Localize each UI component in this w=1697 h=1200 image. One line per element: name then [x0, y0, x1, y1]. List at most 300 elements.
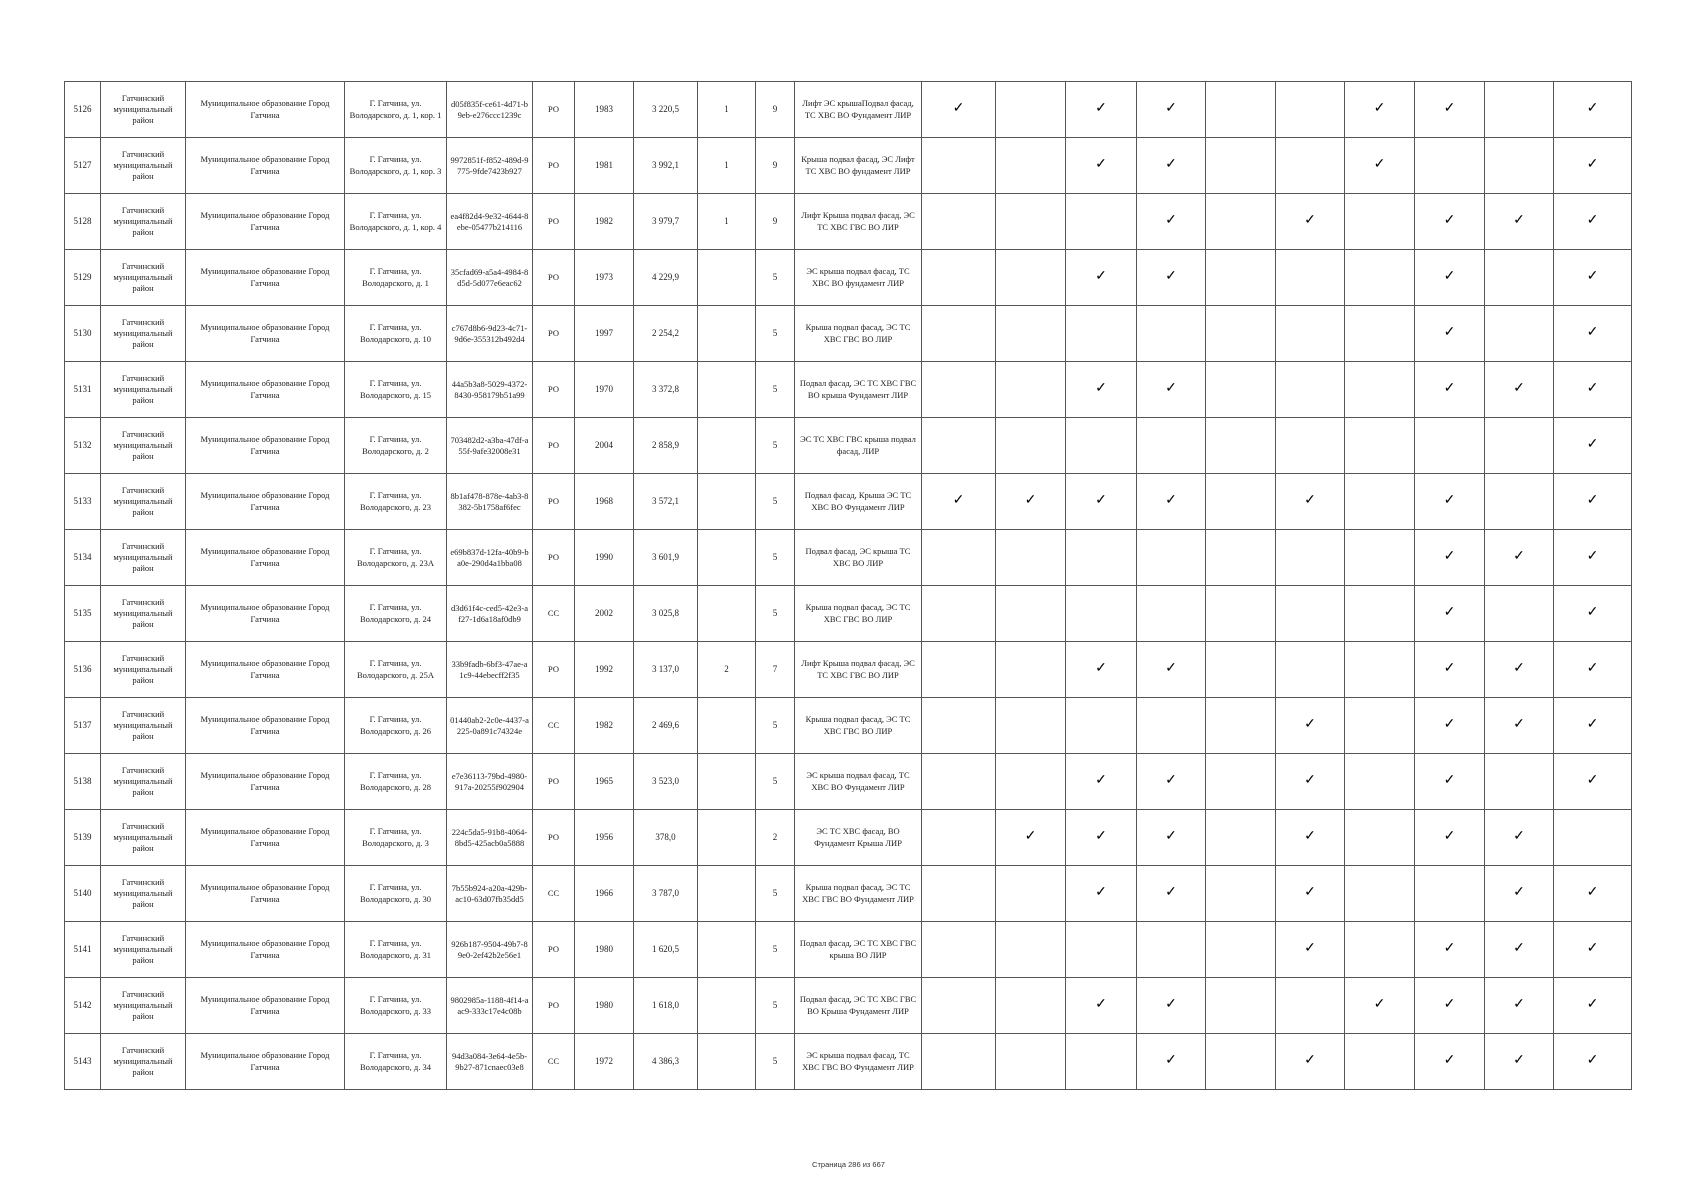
house-guid: 9972851f-f852-489d-9775-9fde7423b927 — [447, 138, 533, 194]
build-year: 1970 — [575, 362, 634, 418]
municipality-name: Муниципальное образование Город Гатчина — [186, 866, 345, 922]
work-cell-8 — [1415, 642, 1485, 698]
work-cell-8 — [1415, 306, 1485, 362]
fund-type: СС — [533, 866, 575, 922]
municipality-name: Муниципальное образование Город Гатчина — [186, 698, 345, 754]
check-mark-icon: ✓ — [1443, 549, 1456, 565]
work-cell-2 — [996, 250, 1066, 306]
work-cell-10 — [1554, 754, 1632, 810]
district-name: Гатчинский муниципальный район — [101, 866, 186, 922]
work-cell-5 — [1206, 922, 1276, 978]
work-cell-9 — [1485, 978, 1554, 1034]
work-cell-7 — [1345, 978, 1415, 1034]
work-cell-7 — [1345, 698, 1415, 754]
check-mark-icon: ✓ — [1165, 213, 1177, 229]
work-cell-8 — [1415, 754, 1485, 810]
work-cell-9 — [1485, 362, 1554, 418]
total-area: 3 787,0 — [634, 866, 698, 922]
fund-type: СС — [533, 586, 575, 642]
work-cell-9 — [1485, 418, 1554, 474]
total-area: 3 992,1 — [634, 138, 698, 194]
check-mark-icon: ✓ — [1443, 493, 1456, 509]
work-cell-5 — [1206, 1034, 1276, 1090]
work-cell-7 — [1345, 642, 1415, 698]
work-cell-10 — [1554, 586, 1632, 642]
work-cell-5 — [1206, 978, 1276, 1034]
fund-type: РО — [533, 194, 575, 250]
work-cell-7 — [1345, 138, 1415, 194]
entrances-count — [698, 474, 756, 530]
floors-count: 2 — [756, 810, 795, 866]
work-cell-1 — [922, 698, 996, 754]
district-name: Гатчинский муниципальный район — [101, 698, 186, 754]
work-cell-6 — [1276, 138, 1345, 194]
works-list: Подвал фасад, ЭС ТС ХВС ГВС ВО Крыша Фундамент ЛИР — [795, 978, 922, 1034]
check-mark-icon: ✓ — [1165, 493, 1177, 509]
check-mark-icon: ✓ — [1513, 661, 1525, 677]
work-cell-10 — [1554, 306, 1632, 362]
entrances-count: 1 — [698, 194, 756, 250]
work-cell-2 — [996, 698, 1066, 754]
municipality-name: Муниципальное образование Город Гатчина — [186, 474, 345, 530]
work-cell-2 — [996, 922, 1066, 978]
build-year: 1956 — [575, 810, 634, 866]
fund-type: РО — [533, 642, 575, 698]
works-list: Крыша подвал фасад, ЭС ТС ХВС ГВС ВО ЛИР — [795, 306, 922, 362]
check-mark-icon: ✓ — [1586, 381, 1599, 397]
work-cell-10 — [1554, 138, 1632, 194]
check-mark-icon: ✓ — [1304, 717, 1316, 733]
total-area: 3 523,0 — [634, 754, 698, 810]
entrances-count — [698, 362, 756, 418]
fund-type: РО — [533, 530, 575, 586]
house-guid: 224c5da5-91b8-4064-8bd5-425acb0a5888 — [447, 810, 533, 866]
work-cell-2 — [996, 1034, 1066, 1090]
work-cell-7 — [1345, 306, 1415, 362]
check-mark-icon: ✓ — [1586, 157, 1599, 173]
row-number: 5134 — [65, 530, 101, 586]
municipality-name: Муниципальное образование Город Гатчина — [186, 586, 345, 642]
check-mark-icon: ✓ — [1304, 213, 1316, 229]
check-mark-icon: ✓ — [1165, 997, 1177, 1013]
check-mark-icon: ✓ — [1443, 269, 1456, 285]
work-cell-10 — [1554, 250, 1632, 306]
check-mark-icon: ✓ — [1304, 1053, 1316, 1069]
row-number: 5128 — [65, 194, 101, 250]
table-row — [65, 922, 1632, 978]
work-cell-1 — [922, 978, 996, 1034]
check-mark-icon: ✓ — [1165, 773, 1177, 789]
table-body — [65, 82, 1632, 1090]
check-mark-icon: ✓ — [1095, 269, 1107, 285]
work-cell-4 — [1137, 922, 1206, 978]
work-cell-6 — [1276, 754, 1345, 810]
work-cell-6 — [1276, 530, 1345, 586]
check-mark-icon: ✓ — [1095, 997, 1107, 1013]
total-area: 3 979,7 — [634, 194, 698, 250]
check-mark-icon: ✓ — [1443, 829, 1456, 845]
work-cell-10 — [1554, 866, 1632, 922]
work-cell-4 — [1137, 306, 1206, 362]
work-cell-8 — [1415, 698, 1485, 754]
work-cell-5 — [1206, 306, 1276, 362]
floors-count: 5 — [756, 418, 795, 474]
work-cell-7 — [1345, 530, 1415, 586]
work-cell-3 — [1066, 586, 1137, 642]
work-cell-4 — [1137, 474, 1206, 530]
work-cell-4 — [1137, 362, 1206, 418]
work-cell-7 — [1345, 586, 1415, 642]
floors-count: 5 — [756, 250, 795, 306]
build-year: 1965 — [575, 754, 634, 810]
check-mark-icon: ✓ — [1165, 885, 1177, 901]
work-cell-1 — [922, 362, 996, 418]
floors-count: 5 — [756, 866, 795, 922]
check-mark-icon: ✓ — [1513, 717, 1525, 733]
work-cell-2 — [996, 418, 1066, 474]
work-cell-3 — [1066, 866, 1137, 922]
work-cell-5 — [1206, 82, 1276, 138]
work-cell-4 — [1137, 866, 1206, 922]
work-cell-6 — [1276, 474, 1345, 530]
work-cell-5 — [1206, 418, 1276, 474]
municipality-name: Муниципальное образование Город Гатчина — [186, 362, 345, 418]
check-mark-icon: ✓ — [952, 493, 965, 509]
work-cell-1 — [922, 1034, 996, 1090]
build-year: 1980 — [575, 978, 634, 1034]
row-number: 5136 — [65, 642, 101, 698]
work-cell-7 — [1345, 754, 1415, 810]
row-number: 5140 — [65, 866, 101, 922]
house-guid: 44a5b3a8-5029-4372-8430-958179b51a99 — [447, 362, 533, 418]
district-name: Гатчинский муниципальный район — [101, 194, 186, 250]
work-cell-3 — [1066, 698, 1137, 754]
district-name: Гатчинский муниципальный район — [101, 1034, 186, 1090]
check-mark-icon: ✓ — [1095, 493, 1107, 509]
house-guid: d3d61f4c-ced5-42e3-af27-1d6a18af0db9 — [447, 586, 533, 642]
table-row — [65, 810, 1632, 866]
table-row — [65, 362, 1632, 418]
check-mark-icon: ✓ — [1586, 605, 1599, 621]
work-cell-7 — [1345, 82, 1415, 138]
work-cell-9 — [1485, 754, 1554, 810]
work-cell-3 — [1066, 250, 1137, 306]
row-number: 5142 — [65, 978, 101, 1034]
work-cell-4 — [1137, 1034, 1206, 1090]
check-mark-icon: ✓ — [1443, 213, 1456, 229]
work-cell-7 — [1345, 362, 1415, 418]
check-mark-icon: ✓ — [1095, 773, 1107, 789]
check-mark-icon: ✓ — [1586, 213, 1599, 229]
work-cell-10 — [1554, 1034, 1632, 1090]
fund-type: РО — [533, 922, 575, 978]
work-cell-10 — [1554, 642, 1632, 698]
table-row — [65, 418, 1632, 474]
work-cell-5 — [1206, 474, 1276, 530]
row-number: 5129 — [65, 250, 101, 306]
work-cell-10 — [1554, 698, 1632, 754]
work-cell-1 — [922, 194, 996, 250]
fund-type: СС — [533, 1034, 575, 1090]
district-name: Гатчинский муниципальный район — [101, 642, 186, 698]
check-mark-icon: ✓ — [1586, 437, 1599, 453]
municipality-name: Муниципальное образование Город Гатчина — [186, 418, 345, 474]
check-mark-icon: ✓ — [1373, 157, 1386, 173]
check-mark-icon: ✓ — [1443, 381, 1456, 397]
work-cell-5 — [1206, 754, 1276, 810]
row-number: 5137 — [65, 698, 101, 754]
work-cell-9 — [1485, 82, 1554, 138]
address: Г. Гатчина, ул. Володарского, д. 31 — [345, 922, 447, 978]
fund-type: СС — [533, 698, 575, 754]
page-number: Страница 286 из 667 — [812, 1160, 885, 1169]
municipality-name: Муниципальное образование Город Гатчина — [186, 754, 345, 810]
check-mark-icon: ✓ — [1165, 157, 1177, 173]
total-area: 2 254,2 — [634, 306, 698, 362]
work-cell-6 — [1276, 922, 1345, 978]
check-mark-icon: ✓ — [1443, 1053, 1456, 1069]
check-mark-icon: ✓ — [1513, 549, 1525, 565]
work-cell-3 — [1066, 978, 1137, 1034]
address: Г. Гатчина, ул. Володарского, д. 34 — [345, 1034, 447, 1090]
works-list: ЭС крыша подвал фасад, ТС ХВС ВО фундамент ЛИР — [795, 250, 922, 306]
work-cell-6 — [1276, 978, 1345, 1034]
work-cell-1 — [922, 586, 996, 642]
works-list: Подвал фасад, ЭС ТС ХВС ГВС ВО крыша Фундамент ЛИР — [795, 362, 922, 418]
work-cell-1 — [922, 306, 996, 362]
check-mark-icon: ✓ — [1586, 773, 1599, 789]
table-row — [65, 866, 1632, 922]
row-number: 5141 — [65, 922, 101, 978]
work-cell-1 — [922, 810, 996, 866]
row-number: 5143 — [65, 1034, 101, 1090]
work-cell-1 — [922, 138, 996, 194]
work-cell-6 — [1276, 642, 1345, 698]
fund-type: РО — [533, 250, 575, 306]
build-year: 1997 — [575, 306, 634, 362]
work-cell-3 — [1066, 530, 1137, 586]
work-cell-4 — [1137, 250, 1206, 306]
work-cell-6 — [1276, 194, 1345, 250]
entrances-count — [698, 810, 756, 866]
work-cell-8 — [1415, 530, 1485, 586]
work-cell-3 — [1066, 194, 1137, 250]
entrances-count — [698, 922, 756, 978]
work-cell-10 — [1554, 82, 1632, 138]
check-mark-icon: ✓ — [1443, 325, 1456, 341]
work-cell-8 — [1415, 138, 1485, 194]
total-area: 1 618,0 — [634, 978, 698, 1034]
work-cell-7 — [1345, 922, 1415, 978]
municipality-name: Муниципальное образование Город Гатчина — [186, 530, 345, 586]
row-number: 5138 — [65, 754, 101, 810]
works-list: Крыша подвал фасад, ЭС Лифт ТС ХВС ВО фундамент ЛИР — [795, 138, 922, 194]
check-mark-icon: ✓ — [1304, 493, 1316, 509]
work-cell-7 — [1345, 250, 1415, 306]
check-mark-icon: ✓ — [1304, 885, 1316, 901]
works-list: ЭС ТС ХВС фасад, ВО Фундамент Крыша ЛИР — [795, 810, 922, 866]
work-cell-2 — [996, 866, 1066, 922]
total-area: 3 220,5 — [634, 82, 698, 138]
district-name: Гатчинский муниципальный район — [101, 138, 186, 194]
row-number: 5135 — [65, 586, 101, 642]
check-mark-icon: ✓ — [1095, 885, 1107, 901]
entrances-count: 1 — [698, 82, 756, 138]
work-cell-5 — [1206, 194, 1276, 250]
work-cell-4 — [1137, 698, 1206, 754]
build-year: 2004 — [575, 418, 634, 474]
check-mark-icon: ✓ — [1586, 269, 1599, 285]
work-cell-6 — [1276, 362, 1345, 418]
address: Г. Гатчина, ул. Володарского, д. 1 — [345, 250, 447, 306]
work-cell-5 — [1206, 698, 1276, 754]
work-cell-2 — [996, 362, 1066, 418]
house-guid: c767d8b6-9d23-4c71-9d6e-355312b492d4 — [447, 306, 533, 362]
works-list: Подвал фасад, ЭС ТС ХВС ГВС крыша ВО ЛИР — [795, 922, 922, 978]
works-list: Лифт Крыша подвал фасад, ЭС ТС ХВС ГВС ВО ЛИР — [795, 194, 922, 250]
work-cell-2 — [996, 642, 1066, 698]
table-row — [65, 306, 1632, 362]
check-mark-icon: ✓ — [1165, 829, 1177, 845]
address: Г. Гатчина, ул. Володарского, д. 23А — [345, 530, 447, 586]
work-cell-6 — [1276, 866, 1345, 922]
work-cell-8 — [1415, 1034, 1485, 1090]
work-cell-2 — [996, 586, 1066, 642]
entrances-count — [698, 978, 756, 1034]
check-mark-icon: ✓ — [1513, 941, 1525, 957]
municipality-name: Муниципальное образование Город Гатчина — [186, 250, 345, 306]
work-cell-9 — [1485, 474, 1554, 530]
municipality-name: Муниципальное образование Город Гатчина — [186, 810, 345, 866]
house-guid: e69b837d-12fa-40b9-ba0e-290d4a1bba08 — [447, 530, 533, 586]
total-area: 3 372,8 — [634, 362, 698, 418]
work-cell-6 — [1276, 306, 1345, 362]
address: Г. Гатчина, ул. Володарского, д. 33 — [345, 978, 447, 1034]
check-mark-icon: ✓ — [952, 101, 965, 117]
municipality-name: Муниципальное образование Город Гатчина — [186, 1034, 345, 1090]
check-mark-icon: ✓ — [1165, 269, 1177, 285]
floors-count: 5 — [756, 754, 795, 810]
house-guid: 33b9fadb-6bf3-47ae-a1c9-44ebecff2f35 — [447, 642, 533, 698]
district-name: Гатчинский муниципальный район — [101, 250, 186, 306]
floors-count: 5 — [756, 978, 795, 1034]
check-mark-icon: ✓ — [1095, 661, 1107, 677]
total-area: 4 229,9 — [634, 250, 698, 306]
build-year: 1966 — [575, 866, 634, 922]
work-cell-2 — [996, 530, 1066, 586]
work-cell-2 — [996, 194, 1066, 250]
house-guid: 926b187-9504-49b7-89e0-2ef42b2e56e1 — [447, 922, 533, 978]
works-list: ЭС крыша подвал фасад, ТС ХВС ГВС ВО Фундамент ЛИР — [795, 1034, 922, 1090]
work-cell-9 — [1485, 810, 1554, 866]
municipality-name: Муниципальное образование Город Гатчина — [186, 642, 345, 698]
work-cell-8 — [1415, 922, 1485, 978]
check-mark-icon: ✓ — [1513, 997, 1525, 1013]
check-mark-icon: ✓ — [1443, 661, 1456, 677]
table-row — [65, 194, 1632, 250]
entrances-count — [698, 530, 756, 586]
works-list: Крыша подвал фасад, ЭС ТС ХВС ГВС ВО Фундамент ЛИР — [795, 866, 922, 922]
table-row — [65, 586, 1632, 642]
fund-type: РО — [533, 418, 575, 474]
address: Г. Гатчина, ул. Володарского, д. 26 — [345, 698, 447, 754]
entrances-count — [698, 586, 756, 642]
check-mark-icon: ✓ — [1165, 1053, 1177, 1069]
work-cell-3 — [1066, 418, 1137, 474]
district-name: Гатчинский муниципальный район — [101, 362, 186, 418]
district-name: Гатчинский муниципальный район — [101, 754, 186, 810]
build-year: 1980 — [575, 922, 634, 978]
municipality-name: Муниципальное образование Город Гатчина — [186, 138, 345, 194]
house-guid: 01440ab2-2c0e-4437-a225-0a891c74324e — [447, 698, 533, 754]
district-name: Гатчинский муниципальный район — [101, 586, 186, 642]
municipality-name: Муниципальное образование Город Гатчина — [186, 922, 345, 978]
table-row — [65, 530, 1632, 586]
total-area: 1 620,5 — [634, 922, 698, 978]
work-cell-3 — [1066, 362, 1137, 418]
work-cell-10 — [1554, 810, 1632, 866]
work-cell-10 — [1554, 362, 1632, 418]
work-cell-10 — [1554, 530, 1632, 586]
table-row — [65, 642, 1632, 698]
floors-count: 5 — [756, 698, 795, 754]
work-cell-5 — [1206, 866, 1276, 922]
table-row — [65, 474, 1632, 530]
fund-type: РО — [533, 138, 575, 194]
entrances-count — [698, 1034, 756, 1090]
work-cell-9 — [1485, 250, 1554, 306]
floors-count: 5 — [756, 306, 795, 362]
floors-count: 9 — [756, 194, 795, 250]
address: Г. Гатчина, ул. Володарского, д. 23 — [345, 474, 447, 530]
work-cell-3 — [1066, 922, 1137, 978]
work-cell-6 — [1276, 1034, 1345, 1090]
works-list: ЭС ТС ХВС ГВС крыша подвал фасад, ЛИР — [795, 418, 922, 474]
check-mark-icon: ✓ — [1586, 661, 1599, 677]
work-cell-9 — [1485, 698, 1554, 754]
work-cell-5 — [1206, 530, 1276, 586]
build-year: 1973 — [575, 250, 634, 306]
check-mark-icon: ✓ — [1443, 605, 1456, 621]
table-row — [65, 250, 1632, 306]
works-list: Лифт Крыша подвал фасад, ЭС ТС ХВС ГВС ВО ЛИР — [795, 642, 922, 698]
check-mark-icon: ✓ — [1095, 829, 1107, 845]
check-mark-icon: ✓ — [1095, 157, 1107, 173]
work-cell-7 — [1345, 1034, 1415, 1090]
work-cell-3 — [1066, 306, 1137, 362]
check-mark-icon: ✓ — [1373, 101, 1386, 117]
work-cell-5 — [1206, 362, 1276, 418]
work-cell-3 — [1066, 138, 1137, 194]
address: Г. Гатчина, ул. Володарского, д. 25А — [345, 642, 447, 698]
entrances-count — [698, 306, 756, 362]
check-mark-icon: ✓ — [1513, 381, 1525, 397]
work-cell-7 — [1345, 866, 1415, 922]
work-cell-9 — [1485, 922, 1554, 978]
total-area: 3 137,0 — [634, 642, 698, 698]
work-cell-8 — [1415, 866, 1485, 922]
work-cell-10 — [1554, 418, 1632, 474]
work-cell-5 — [1206, 586, 1276, 642]
work-cell-8 — [1415, 362, 1485, 418]
work-cell-8 — [1415, 194, 1485, 250]
entrances-count — [698, 754, 756, 810]
work-cell-10 — [1554, 922, 1632, 978]
work-cell-4 — [1137, 194, 1206, 250]
check-mark-icon: ✓ — [1586, 997, 1599, 1013]
work-cell-5 — [1206, 810, 1276, 866]
build-year: 1972 — [575, 1034, 634, 1090]
